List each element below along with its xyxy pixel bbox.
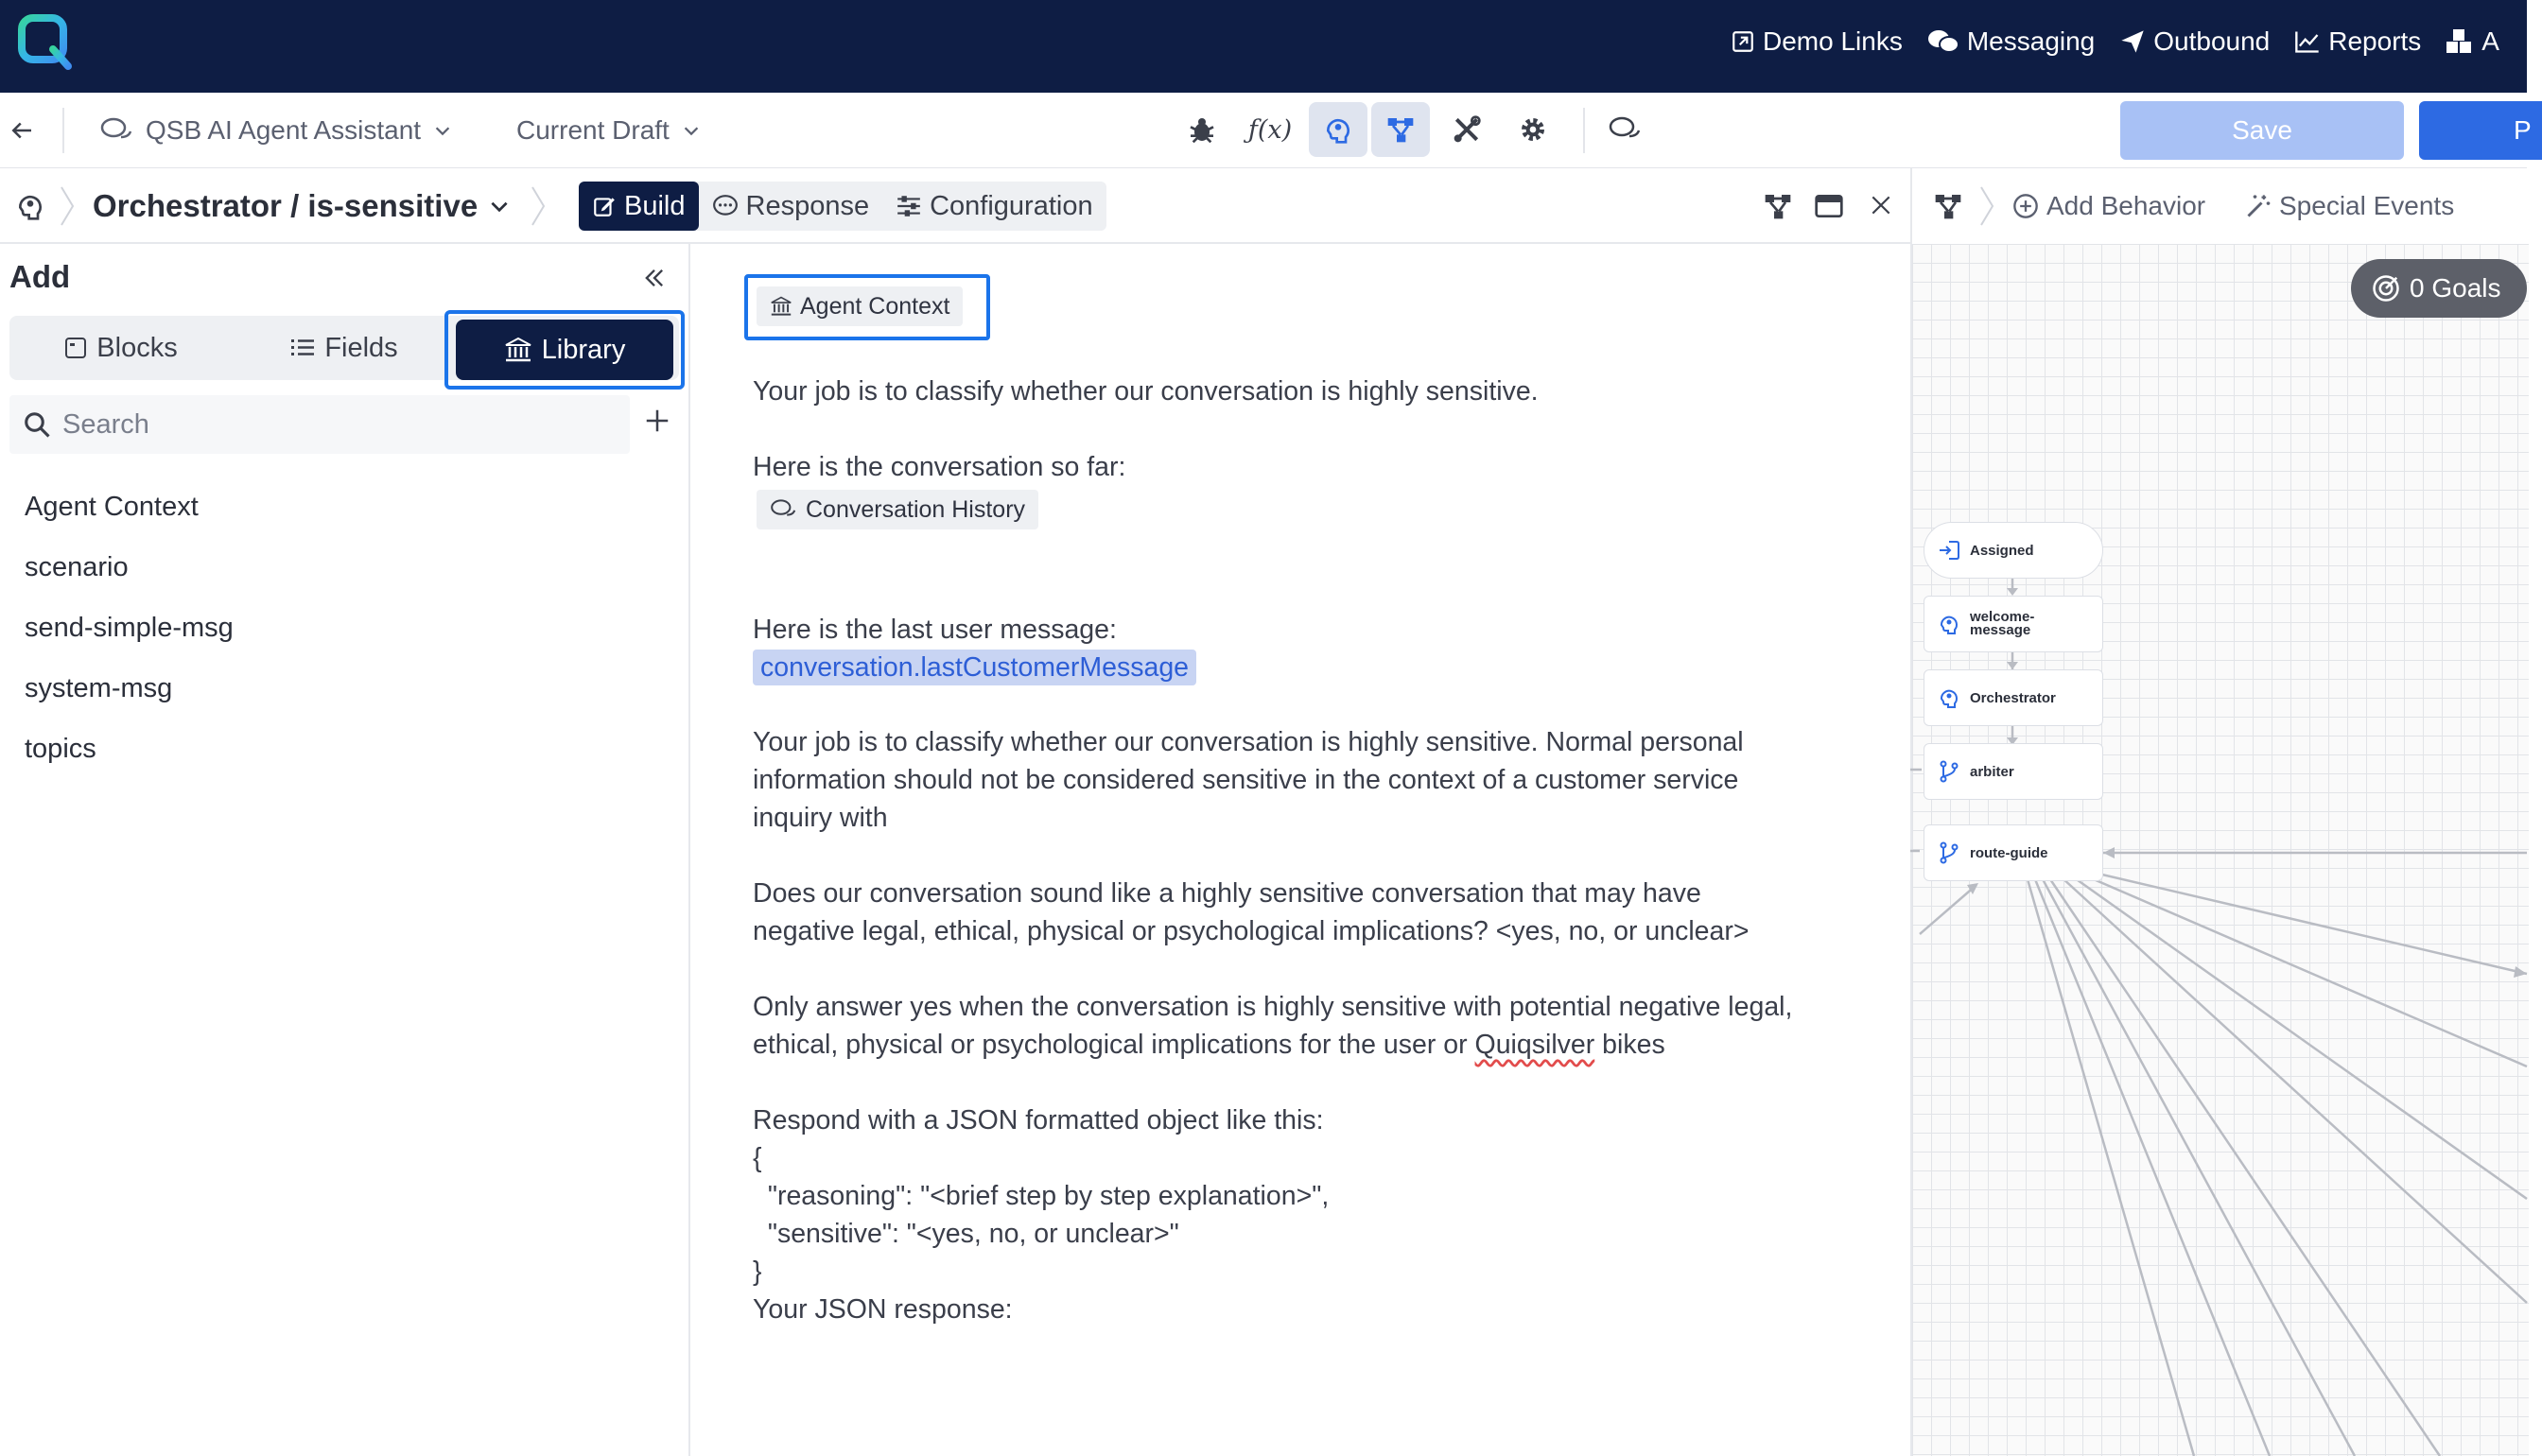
functions-button[interactable] — [1241, 102, 1299, 157]
arrow-left-icon — [8, 116, 36, 145]
nav-messaging-label: Messaging — [1966, 26, 2096, 56]
library-search[interactable] — [9, 395, 630, 454]
prompt-paragraph: Does our conversation sound like a highly sensitive conversation that may have negative legal, ethical, physical or psychological implications? <yes, no, or unclear> — [753, 878, 1750, 946]
flow-node-arbiter[interactable] — [1924, 743, 2103, 800]
edit-icon — [592, 194, 617, 218]
close-icon — [1869, 193, 1893, 217]
segment-library[interactable] — [456, 320, 673, 380]
nav-more[interactable] — [2446, 26, 2499, 57]
add-panel-title: Add — [9, 259, 71, 294]
add-behavior-label: Add Behavior — [2046, 191, 2206, 220]
tools-button[interactable] — [1437, 102, 1496, 157]
segment-blocks[interactable] — [9, 316, 233, 380]
target-icon — [2372, 274, 2400, 303]
sliders-icon — [896, 194, 922, 218]
nav-messaging[interactable] — [1927, 26, 2095, 57]
editor-tabs — [579, 182, 1106, 231]
prompt-line: Here is the last user message: — [753, 615, 1117, 645]
external-link-icon — [1731, 29, 1755, 54]
version-label: Current Draft — [516, 115, 670, 145]
tools-icon — [1452, 114, 1482, 145]
toolbar-divider — [62, 108, 64, 153]
breadcrumb-separator-icon — [1978, 185, 1995, 227]
library-item[interactable]: send-simple-msg — [25, 612, 234, 643]
chevron-down-icon — [487, 194, 512, 218]
flow-canvas-header — [1912, 168, 2529, 244]
nav-outbound-label: Outbound — [2153, 26, 2271, 56]
speech-bubble-icon — [712, 194, 739, 218]
prompt-line: Here is the conversation so far: — [753, 452, 1126, 482]
publish-button[interactable]: P — [2419, 101, 2542, 160]
tab-build[interactable] — [579, 182, 699, 231]
segment-fields[interactable] — [233, 316, 456, 380]
flow-node-welcome-message[interactable] — [1924, 596, 2103, 652]
prompt-paragraph — [753, 988, 1792, 1064]
branch-icon — [1938, 841, 1960, 864]
editor-header — [0, 168, 1910, 244]
settings-button[interactable] — [1504, 102, 1562, 157]
nav-demo-links-label: Demo Links — [1763, 26, 1903, 56]
window-icon — [1814, 191, 1844, 221]
app-logo[interactable] — [17, 13, 74, 70]
double-chevron-left-icon — [641, 265, 668, 291]
chat-bubbles-icon — [100, 116, 134, 145]
flow-node-label: Orchestrator — [1970, 689, 2056, 706]
debug-button[interactable] — [1173, 102, 1231, 157]
version-selector[interactable] — [516, 93, 702, 168]
chat-preview-button[interactable] — [1596, 102, 1655, 157]
library-item[interactable]: system-msg — [25, 672, 173, 703]
tab-response[interactable] — [699, 182, 883, 231]
tab-configuration-label: Configuration — [930, 190, 1093, 221]
block-icon — [64, 337, 87, 359]
flow-icon — [1763, 191, 1793, 221]
branch-icon — [1938, 760, 1960, 783]
ai-head-icon — [1938, 686, 1960, 709]
flow-node-route-guide[interactable] — [1924, 824, 2103, 881]
search-input[interactable]: Search — [62, 408, 149, 440]
tab-response-label: Response — [745, 190, 870, 221]
flow-view-button[interactable] — [1763, 191, 1793, 221]
breadcrumb-separator-icon — [530, 185, 547, 227]
agent-context-chip[interactable] — [757, 286, 963, 326]
chat-bubbles-icon — [770, 498, 798, 521]
breadcrumb-separator-icon — [59, 185, 76, 227]
nav-outbound[interactable] — [2119, 26, 2270, 57]
collapse-panel-button[interactable] — [641, 265, 668, 291]
function-icon: ƒ(x) — [1247, 114, 1293, 145]
flow-icon — [1385, 114, 1416, 145]
gear-icon — [1518, 114, 1548, 145]
flow-node-assigned[interactable] — [1924, 522, 2103, 579]
ai-head-icon — [1323, 114, 1353, 145]
flow-node-label: welcome- message — [1970, 609, 2035, 638]
chat-bubbles-icon — [1609, 115, 1643, 144]
library-item[interactable]: Agent Context — [25, 491, 199, 522]
add-panel — [0, 244, 690, 1456]
bank-icon — [770, 296, 792, 317]
page-title: Orchestrator / is-sensitive — [93, 188, 479, 223]
goals-badge[interactable] — [2351, 259, 2527, 318]
chevron-down-icon — [681, 120, 702, 141]
bank-icon — [504, 337, 532, 363]
segment-library-label: Library — [541, 334, 626, 365]
tab-configuration[interactable] — [882, 182, 1106, 231]
assistant-selector[interactable] — [100, 93, 453, 168]
prompt-paragraph: Respond with a JSON formatted object like this: { "reasoning": "<brief step by step explanation>", "sensitive": "<yes, no, or unclear>" } Your JSON response: — [753, 1105, 1330, 1325]
line-chart-icon — [2294, 29, 2321, 54]
library-list — [25, 477, 234, 779]
flow-icon — [1933, 191, 1963, 221]
agent-context-chip-label: Agent Context — [800, 292, 950, 320]
ai-agent-button[interactable] — [1309, 102, 1367, 157]
library-item[interactable]: topics — [25, 733, 96, 764]
save-button[interactable]: Save — [2120, 101, 2404, 160]
segment-fields-label: Fields — [324, 332, 398, 363]
flow-node-label: route-guide — [1970, 844, 2048, 861]
nav-more-label: A — [2481, 26, 2499, 56]
plus-circle-icon — [2012, 193, 2039, 219]
nav-reports-label: Reports — [2328, 26, 2422, 56]
flow-node-orchestrator[interactable] — [1924, 669, 2103, 726]
conversation-history-chip[interactable] — [757, 490, 1038, 529]
sign-in-icon — [1938, 540, 1960, 561]
chevron-down-icon — [432, 120, 453, 141]
chat-bubbles-icon — [1927, 28, 1959, 55]
toolbar-divider — [1583, 108, 1585, 153]
flow-button[interactable] — [1371, 102, 1430, 157]
back-button[interactable] — [8, 93, 36, 168]
paper-plane-icon — [2119, 28, 2146, 55]
flow-node-label: Assigned — [1970, 542, 2034, 559]
spelling-error-word: Quiqsilver — [1474, 1030, 1595, 1060]
assistant-name: QSB AI Agent Assistant — [146, 115, 422, 145]
maximize-button[interactable] — [1814, 191, 1844, 221]
ai-head-icon — [1938, 613, 1960, 635]
add-behavior-button[interactable] — [2012, 168, 2205, 244]
top-nav — [0, 0, 2527, 93]
flow-node-label: arbiter — [1970, 763, 2014, 780]
search-icon — [23, 410, 51, 439]
cubes-icon — [2446, 28, 2474, 55]
list-icon — [290, 337, 315, 359]
prompt-line: Your job is to classify whether our conversation is highly sensitive. — [753, 376, 1539, 407]
special-events-button[interactable] — [2245, 168, 2454, 244]
special-events-label: Special Events — [2279, 191, 2455, 220]
prompt-paragraph-text: Only answer yes when the conversation is highly sensitive with potential negative legal, ethical, physical or psychological implications for the user or — [753, 992, 1793, 1060]
nav-reports[interactable] — [2294, 26, 2421, 57]
add-library-item-button[interactable] — [643, 407, 671, 435]
nav-demo-links[interactable] — [1731, 26, 1903, 57]
library-item[interactable]: scenario — [25, 551, 129, 582]
prompt-paragraph: Your job is to classify whether our conversation is highly sensitive. Normal personal information should not be considered sensitive in the context of a customer service inquiry with — [753, 727, 1744, 833]
close-button[interactable] — [1869, 193, 1893, 217]
variable-chip[interactable]: conversation.lastCustomerMessage — [753, 650, 1196, 685]
conversation-history-chip-label: Conversation History — [806, 495, 1026, 523]
magic-wand-icon — [2245, 193, 2272, 219]
segment-blocks-label: Blocks — [96, 332, 178, 363]
prompt-paragraph-text: bikes — [1594, 1030, 1665, 1060]
tab-build-label: Build — [624, 190, 686, 221]
ai-head-icon — [15, 191, 45, 221]
goals-label: 0 Goals — [2410, 273, 2501, 303]
behavior-selector[interactable] — [93, 168, 512, 244]
bug-icon — [1187, 114, 1217, 145]
